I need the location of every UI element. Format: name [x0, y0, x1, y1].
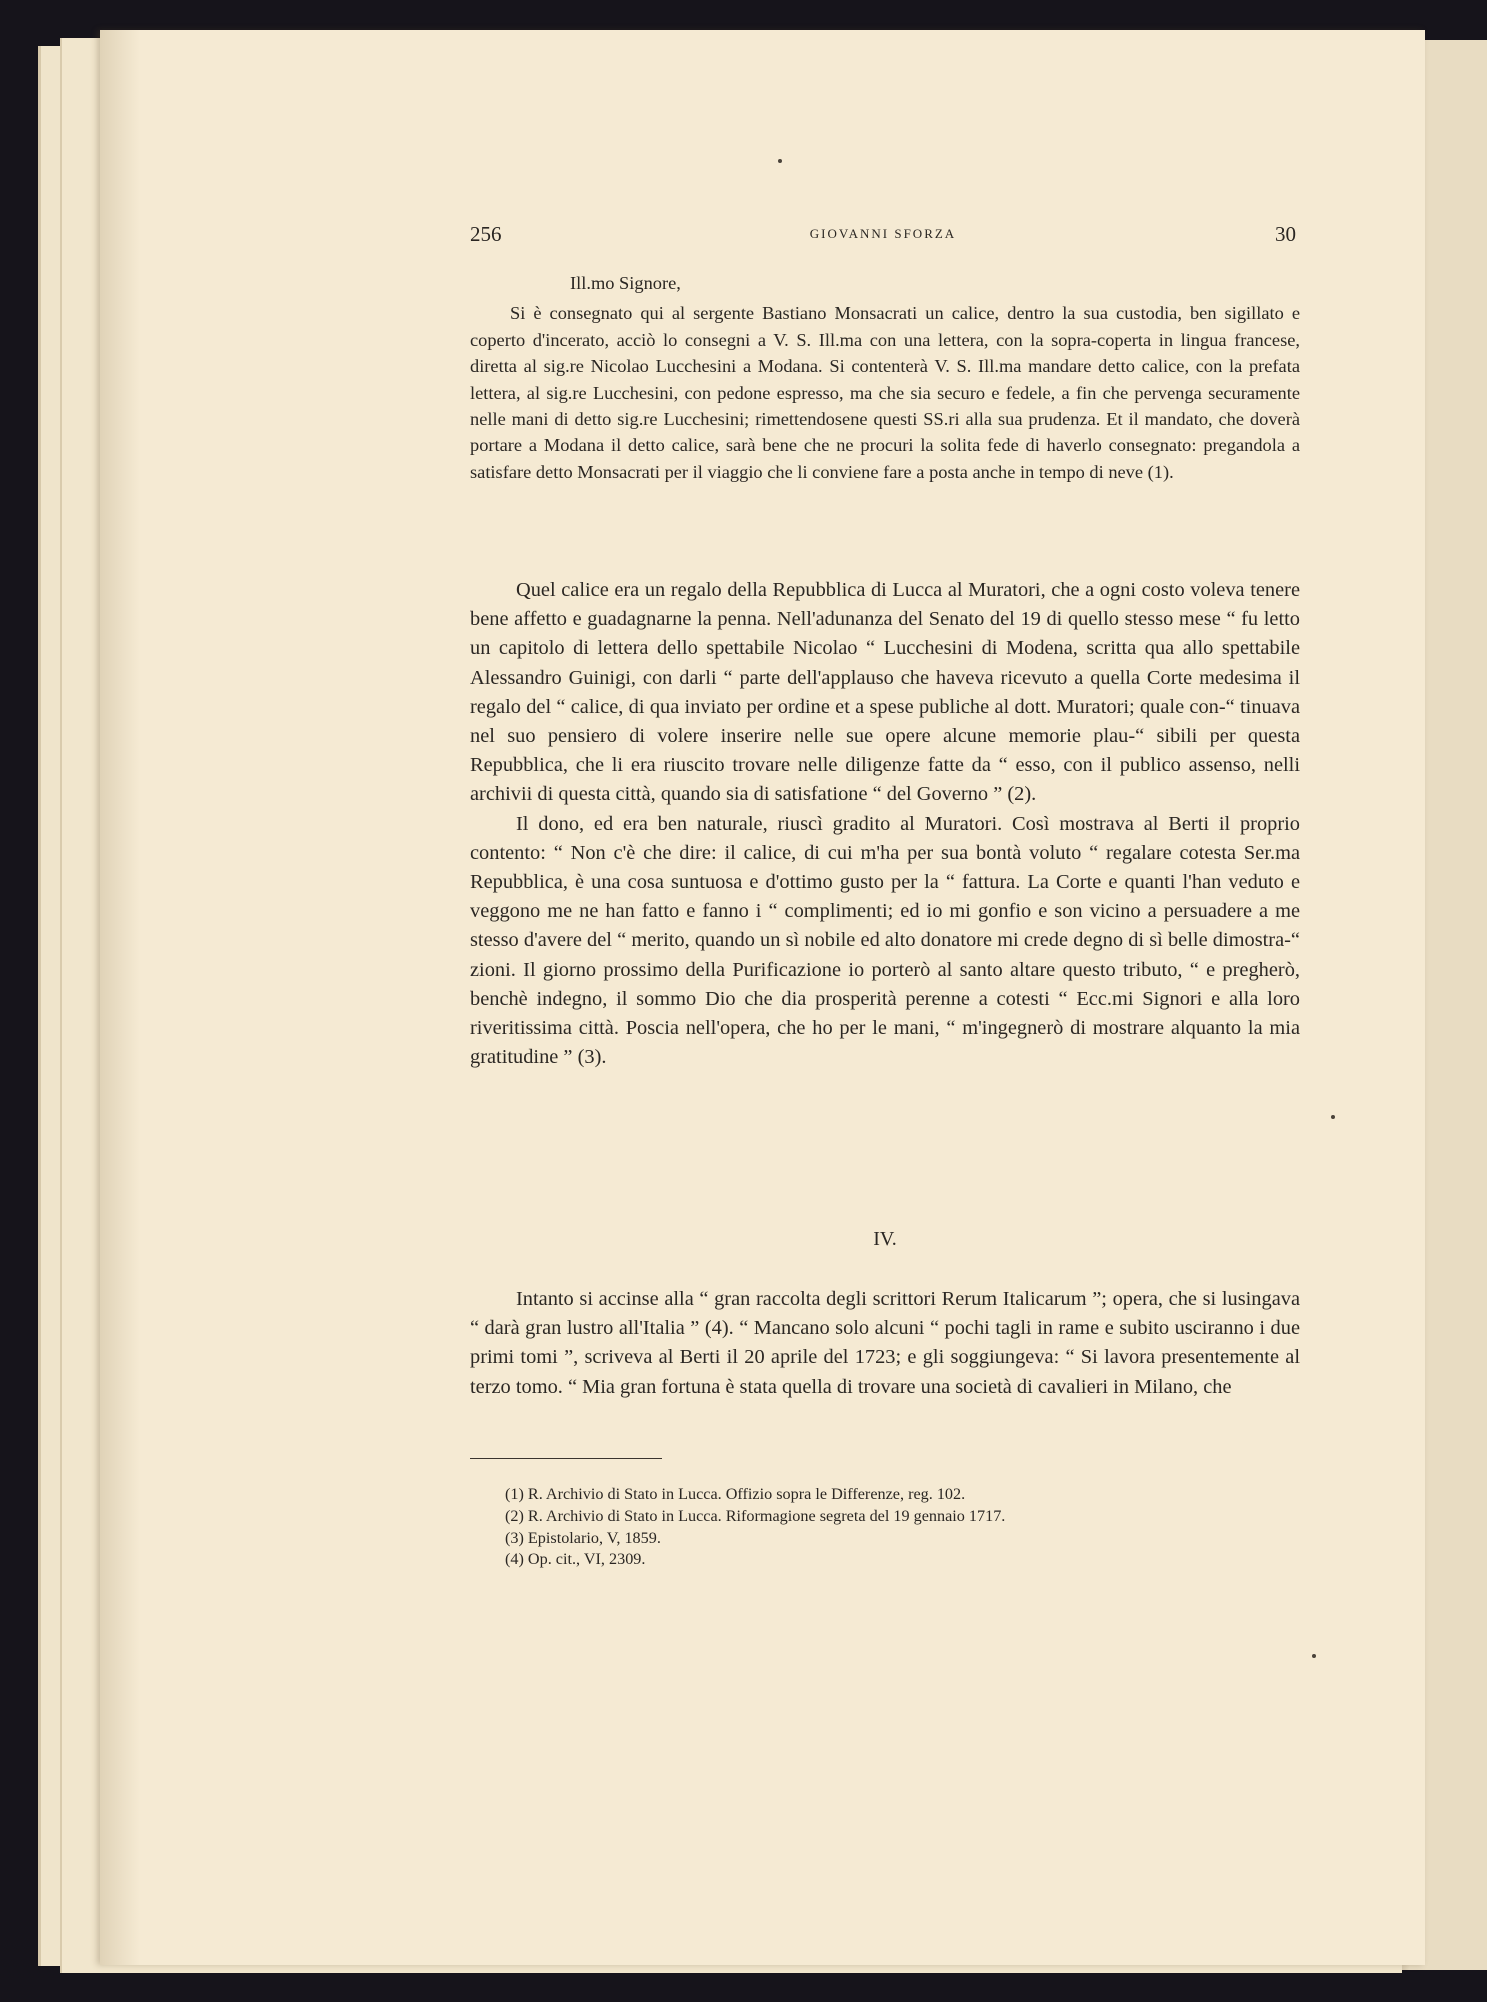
paragraph: Quel calice era un regalo della Repubblica di Lucca al Muratori, che a ogni costo voleva tenere bene affetto e guadagnarne la penna. Nell'adunanza del Senato del 19 di quello stesso mese “ fu letto un capitolo di lettera dello spettabile Nicolao “ Lucchesini di Modena, scritta qua allo spettabile Alessandro Guinigi, con darli “ parte dell'applauso che haveva ricevuto a quella Corte medesima il regalo del “ calice, di qua inviato per ordine et a spese publiche al dott. Muratori; quale con-“ tinuava nel suo pensiero di volere inserire nelle sue opere alcune memorie plau-“ sibili per questa Repubblica, che li era riuscito trovare nelle diligenze fatte da “ esso, con il publico assenso, nelli archivii di questa città, quando sia di satisfatione “ del Governo ” (2).	[470, 579, 1300, 806]
footnote: (1) R. Archivio di Stato in Lucca. Offizio sopra le Differenze, reg. 102.	[505, 1485, 966, 1503]
footnotes	[505, 1484, 1295, 1571]
footnote: (2) R. Archivio di Stato in Lucca. Riformagione segreta del 19 gennaio 1717.	[505, 1506, 1006, 1525]
paper-speck	[778, 159, 782, 163]
section-heading: IV.	[873, 1228, 897, 1250]
body-section	[470, 576, 1300, 1072]
paper-speck	[1331, 1115, 1335, 1119]
running-title: GIOVANNI SFORZA	[809, 226, 957, 241]
footnote: (3) Epistolario, V, 1859.	[505, 1528, 661, 1547]
section-body	[470, 1285, 1300, 1402]
paragraph: Il dono, ed era ben naturale, riuscì gradito al Muratori. Così mostrava al Berti il proprio contento: “ Non c'è che dire: il calice, di cui m'ha per sua bontà voluto “ regalare cotesta Ser.ma Repubblica, è una cosa suntuosa e d'ottimo gusto per la “ fattura. La Corte e quanti l'han veduto e veggono me ne han fatto e fanno i “ complimenti; ed io mi gonfio e son vicino a persuadere a me stesso d'avere del “ merito, quando un sì nobile ed alto donatore mi crede degno di sì belle dimostra-“ zioni. Il giorno prossimo della Purificazione io porterò al santo altare questo tributo, “ e pregherò, benchè indegno, il sommo Dio che dia prosperità perenne a cotesti “ Ecc.mi Signori e alla loro riveritissima città. Poscia nell'opera, che ho per le mani, “ m'ingegnerò di mostrare alquanto la mia gratitudine ” (3).	[470, 812, 1300, 1069]
paper-speck	[1312, 1654, 1316, 1658]
page-fold-shadow	[100, 30, 140, 1965]
quoted-letter	[470, 270, 1300, 485]
footnote: (4) Op. cit., VI, 2309.	[505, 1550, 646, 1569]
letter-salutation: Ill.mo Signore,	[570, 273, 681, 293]
letter-text: Si è consegnato qui al sergente Bastiano Monsacrati un calice, dentro la sua custodia, ben sigillato e coperto d'incerato, acciò lo consegni a V. S. Ill.ma con una lettera, con la sopra-coperta in lingua francese, diretta al sig.re Nicolao Lucchesini a Modana. Si contenterà V. S. Ill.ma mandare detto calice, con la prefata lettera, al sig.re Lucchesini, con pedone espresso, ma che sia securo e fedele, a fin che pervenga securamente nelle mani di detto sig.re Lucchesini; rimettendosene questi SS.ri alla sua prudenza. Et il mandato, che doverà portare a Modana il detto calice, sarà bene che ne procuri la solita fede di haverlo consegnato: pregandola a satisfare detto Monsacrati per il viaggio che li conviene fare a posta anche in tempo di neve (1).	[470, 303, 1300, 482]
page-header	[470, 222, 1296, 252]
signature-mark: 30	[1275, 222, 1296, 246]
paragraph: Intanto si accinse alla “ gran raccolta degli scrittori Rerum Italicarum ”; opera, che si lusingava “ darà gran lustro all'Italia ” (4). “ Mancano solo alcuni “ pochi tagli in rame e subito usciranno i due primi tomi ”, scriveva al Berti il 20 aprile del 1723; e gli soggiungeva: “ Si lavora presentemente al terzo tomo. “ Mia gran fortuna è stata quella di trovare una società di cavalieri in Milano, che	[470, 1288, 1300, 1398]
page-number: 256	[470, 222, 502, 246]
footnote-rule	[470, 1458, 662, 1459]
